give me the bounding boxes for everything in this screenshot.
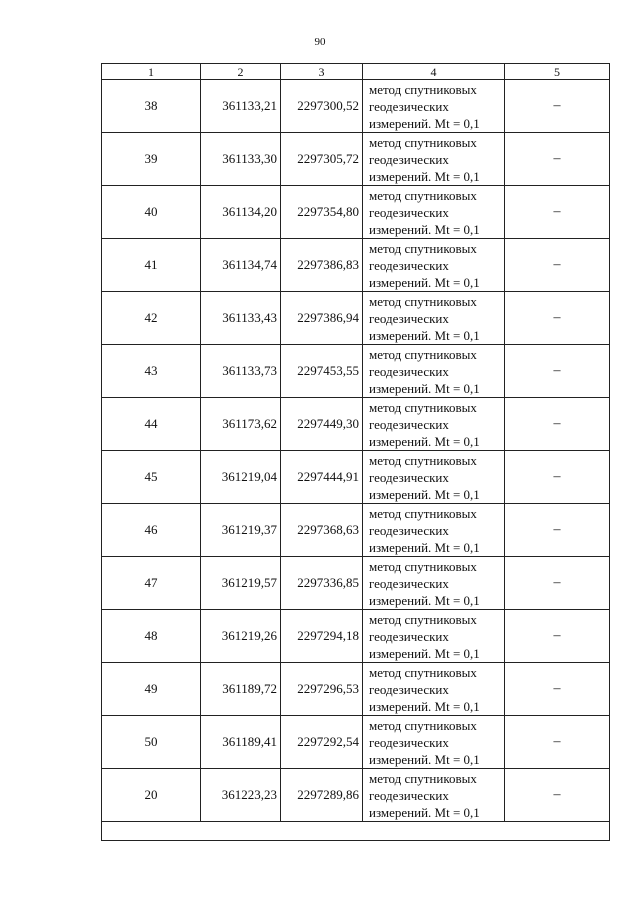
- empty-cell: [102, 822, 610, 841]
- method-cell: метод спутниковых геодезических измерений. Mt = 0,1: [363, 451, 505, 504]
- note-cell: –: [505, 557, 610, 610]
- table-row: [102, 663, 610, 716]
- x-coordinate-cell: 361133,30: [201, 133, 281, 186]
- point-number-cell: 48: [102, 610, 201, 663]
- method-cell: метод спутниковых геодезических измерений. Mt = 0,1: [363, 663, 505, 716]
- note-cell: –: [505, 769, 610, 822]
- table-row: [102, 345, 610, 398]
- coordinates-table: [101, 63, 610, 841]
- table-row: [102, 557, 610, 610]
- method-cell: метод спутниковых геодезических измерений. Mt = 0,1: [363, 345, 505, 398]
- note-cell: –: [505, 133, 610, 186]
- coordinates-table-container: [101, 63, 609, 841]
- method-cell: метод спутниковых геодезических измерений. Mt = 0,1: [363, 292, 505, 345]
- method-cell: метод спутниковых геодезических измерений. Mt = 0,1: [363, 769, 505, 822]
- table-row: [102, 80, 610, 133]
- x-coordinate-cell: 361189,41: [201, 716, 281, 769]
- table-row: [102, 292, 610, 345]
- table-row: [102, 716, 610, 769]
- note-cell: –: [505, 610, 610, 663]
- point-number-cell: 40: [102, 186, 201, 239]
- method-cell: метод спутниковых геодезических измерений. Mt = 0,1: [363, 398, 505, 451]
- point-number-cell: 49: [102, 663, 201, 716]
- x-coordinate-cell: 361134,74: [201, 239, 281, 292]
- note-cell: –: [505, 292, 610, 345]
- point-number-cell: 20: [102, 769, 201, 822]
- empty-row: [102, 822, 610, 841]
- header-col-2: 2: [201, 64, 281, 80]
- method-cell: метод спутниковых геодезических измерений. Mt = 0,1: [363, 80, 505, 133]
- method-cell: метод спутниковых геодезических измерений. Mt = 0,1: [363, 610, 505, 663]
- x-coordinate-cell: 361189,72: [201, 663, 281, 716]
- point-number-cell: 44: [102, 398, 201, 451]
- x-coordinate-cell: 361134,20: [201, 186, 281, 239]
- method-cell: метод спутниковых геодезических измерений. Mt = 0,1: [363, 239, 505, 292]
- note-cell: –: [505, 345, 610, 398]
- point-number-cell: 50: [102, 716, 201, 769]
- header-col-1: 1: [102, 64, 201, 80]
- point-number-cell: 42: [102, 292, 201, 345]
- note-cell: –: [505, 504, 610, 557]
- x-coordinate-cell: 361219,26: [201, 610, 281, 663]
- point-number-cell: 45: [102, 451, 201, 504]
- table-row: [102, 398, 610, 451]
- y-coordinate-cell: 2297449,30: [281, 398, 363, 451]
- point-number-cell: 38: [102, 80, 201, 133]
- y-coordinate-cell: 2297386,94: [281, 292, 363, 345]
- table-row: [102, 610, 610, 663]
- point-number-cell: 39: [102, 133, 201, 186]
- y-coordinate-cell: 2297453,55: [281, 345, 363, 398]
- y-coordinate-cell: 2297368,63: [281, 504, 363, 557]
- y-coordinate-cell: 2297386,83: [281, 239, 363, 292]
- y-coordinate-cell: 2297294,18: [281, 610, 363, 663]
- header-col-5: 5: [505, 64, 610, 80]
- table-body: [102, 80, 610, 841]
- table-header: [102, 64, 610, 80]
- point-number-cell: 41: [102, 239, 201, 292]
- x-coordinate-cell: 361133,43: [201, 292, 281, 345]
- y-coordinate-cell: 2297296,53: [281, 663, 363, 716]
- x-coordinate-cell: 361219,04: [201, 451, 281, 504]
- note-cell: –: [505, 663, 610, 716]
- y-coordinate-cell: 2297305,72: [281, 133, 363, 186]
- header-col-4: 4: [363, 64, 505, 80]
- table-row: [102, 133, 610, 186]
- table-row: [102, 239, 610, 292]
- x-coordinate-cell: 361219,57: [201, 557, 281, 610]
- header-row: [102, 64, 610, 80]
- method-cell: метод спутниковых геодезических измерений. Mt = 0,1: [363, 716, 505, 769]
- x-coordinate-cell: 361219,37: [201, 504, 281, 557]
- y-coordinate-cell: 2297292,54: [281, 716, 363, 769]
- point-number-cell: 46: [102, 504, 201, 557]
- note-cell: –: [505, 80, 610, 133]
- page-number: 90: [314, 36, 326, 48]
- method-cell: метод спутниковых геодезических измерений. Mt = 0,1: [363, 186, 505, 239]
- y-coordinate-cell: 2297289,86: [281, 769, 363, 822]
- x-coordinate-cell: 361133,73: [201, 345, 281, 398]
- method-cell: метод спутниковых геодезических измерений. Mt = 0,1: [363, 504, 505, 557]
- method-cell: метод спутниковых геодезических измерений. Mt = 0,1: [363, 557, 505, 610]
- method-cell: метод спутниковых геодезических измерений. Mt = 0,1: [363, 133, 505, 186]
- note-cell: –: [505, 239, 610, 292]
- y-coordinate-cell: 2297336,85: [281, 557, 363, 610]
- x-coordinate-cell: 361223,23: [201, 769, 281, 822]
- y-coordinate-cell: 2297300,52: [281, 80, 363, 133]
- y-coordinate-cell: 2297354,80: [281, 186, 363, 239]
- table-row: [102, 769, 610, 822]
- note-cell: –: [505, 716, 610, 769]
- point-number-cell: 43: [102, 345, 201, 398]
- note-cell: –: [505, 186, 610, 239]
- point-number-cell: 47: [102, 557, 201, 610]
- note-cell: –: [505, 451, 610, 504]
- x-coordinate-cell: 361173,62: [201, 398, 281, 451]
- header-col-3: 3: [281, 64, 363, 80]
- y-coordinate-cell: 2297444,91: [281, 451, 363, 504]
- x-coordinate-cell: 361133,21: [201, 80, 281, 133]
- table-row: [102, 186, 610, 239]
- table-row: [102, 451, 610, 504]
- table-row: [102, 504, 610, 557]
- note-cell: –: [505, 398, 610, 451]
